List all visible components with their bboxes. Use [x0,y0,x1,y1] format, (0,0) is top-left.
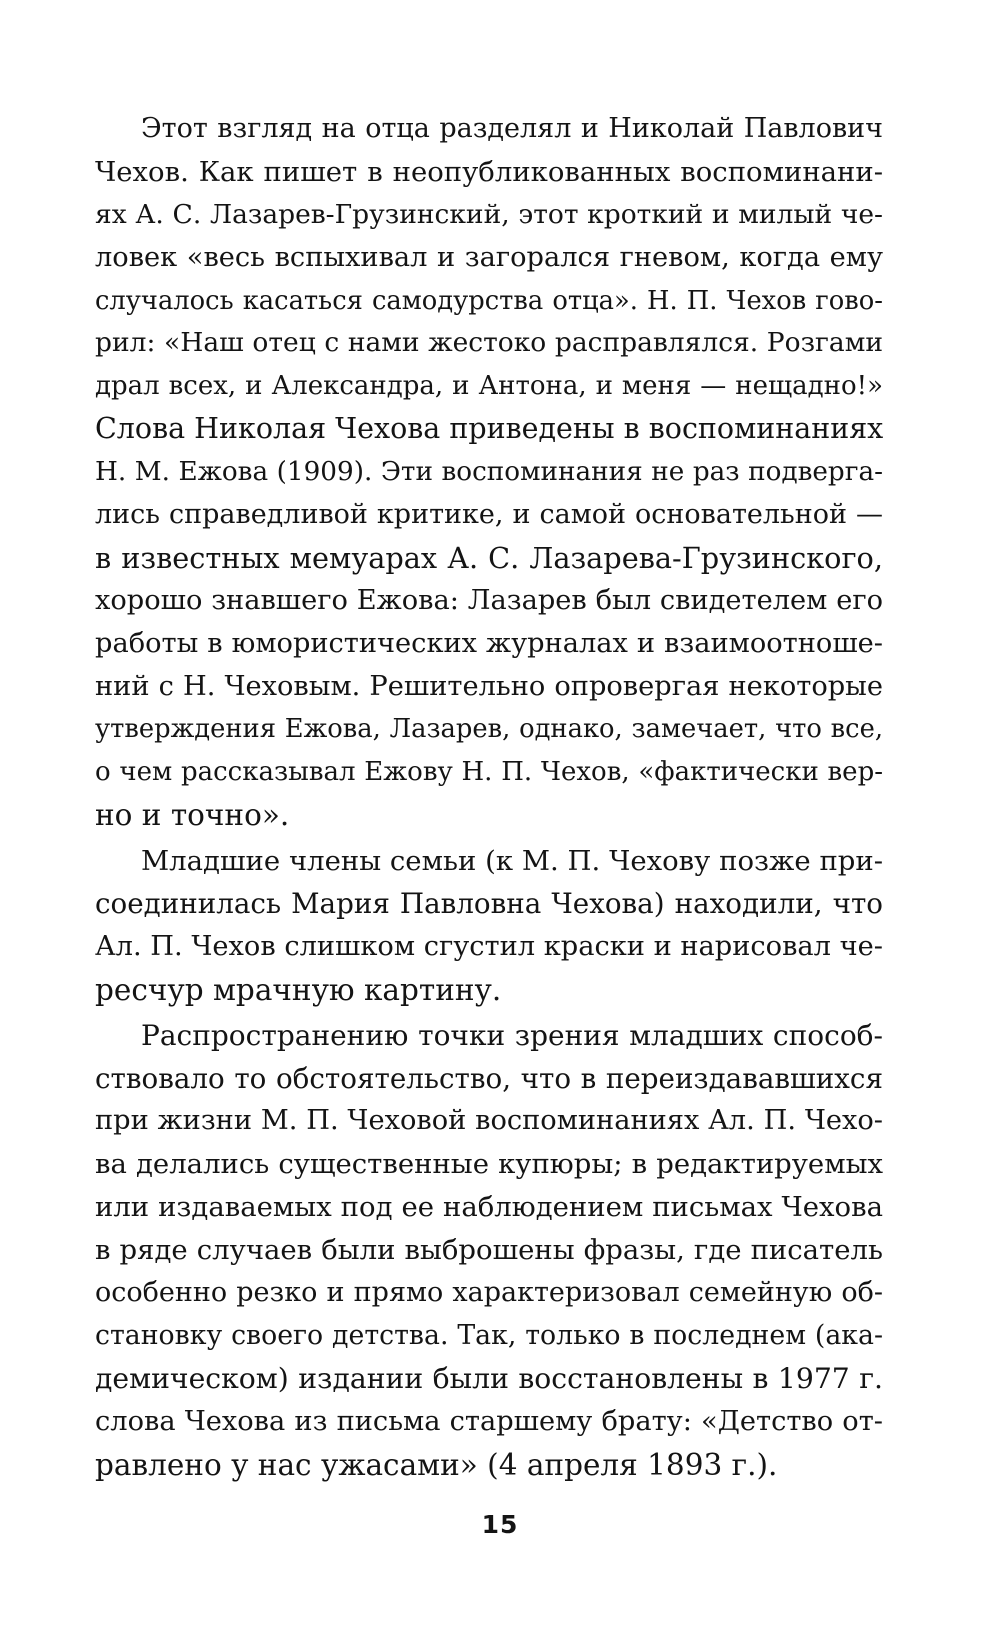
text-line: лись справедливой критике, и самой основательной — [95,499,883,531]
text-line: Слова Николая Чехова приведены в воспоминаниях [95,412,884,446]
text-line: рил: «Наш отец с нами жестоко расправлялся. Розгами [95,327,883,359]
text-line: ресчур мрачную картину. [95,972,502,1007]
text-line: работы в юмористических журналах и взаимоотноше- [95,627,883,659]
text-line: но и точно». [95,798,290,833]
text-line: Этот взгляд на отца разделял и Николай Павлович [141,113,883,144]
text-line: ловек «весь вспыхивал и загорался гневом, когда ему [95,241,883,273]
text-line: слова Чехова из письма старшему брату: «Детство от- [95,1405,883,1437]
text-line: при жизни М. П. Чеховой воспоминаниях Ал. П. Чехо- [95,1105,883,1137]
text-line: драл всех, и Александра, и Антона, и меня — нещадно!» [95,371,883,402]
body-text [95,108,883,1487]
paragraph-3 [95,1015,883,1487]
text-line: ях А. С. Лазарев-Грузинский, этот кроткий и милый че- [95,198,883,230]
text-line: утверждения Ежова, Лазарев, однако, замечает, что все, [95,714,883,745]
text-line: Младшие члены семьи (к М. П. Чехову позже при- [141,845,883,878]
text-line: о чем рассказывал Ежову Н. П. Чехов, «фактически вер- [95,757,883,788]
text-line: в известных мемуарах А. С. Лазарева-Грузинского, [95,540,883,575]
text-line: Н. М. Ежова (1909). Эти воспоминания не раз подверга- [95,457,883,488]
paragraph-2 [95,840,883,1012]
text-line: в ряде случаев были выброшены фразы, где писатель [95,1234,883,1267]
page-number: 15 [481,1510,519,1539]
text-line: особенно резко и прямо характеризовал семейную об- [95,1277,883,1309]
text-line: случалось касаться самодурства отца». Н. П. Чехов гово- [95,285,883,316]
text-line: становку своего детства. Так, только в последнем (ака- [95,1319,883,1351]
text-line: ва делались существенные купюры; в редактируемых [95,1148,883,1181]
text-line: хорошо знавшего Ежова: Лазарев был свидетелем его [95,584,883,616]
text-line: ствовало то обстоятельство, что в переиздававшихся [95,1061,883,1095]
text-line: Ал. П. Чехов слишком сгустил краски и нарисовал че- [95,930,883,962]
text-line: Распространению точки зрения младших способ- [141,1018,883,1052]
text-line: ний с Н. Чеховым. Решительно опровергая некоторые [95,670,883,702]
text-line: или издаваемых под ее наблюдением письмах Чехова [95,1191,883,1224]
text-line: равлено у нас ужасами» (4 апреля 1893 г.). [95,1447,778,1482]
paragraph-1 [95,108,883,837]
text-line: демическом) издании были восстановлены в 1977 г. [95,1361,883,1395]
text-line: соединилась Мария Павловна Чехова) находили, что [95,887,883,921]
text-line: Чехов. Как пишет в неопубликованных воспоминани- [95,155,883,188]
